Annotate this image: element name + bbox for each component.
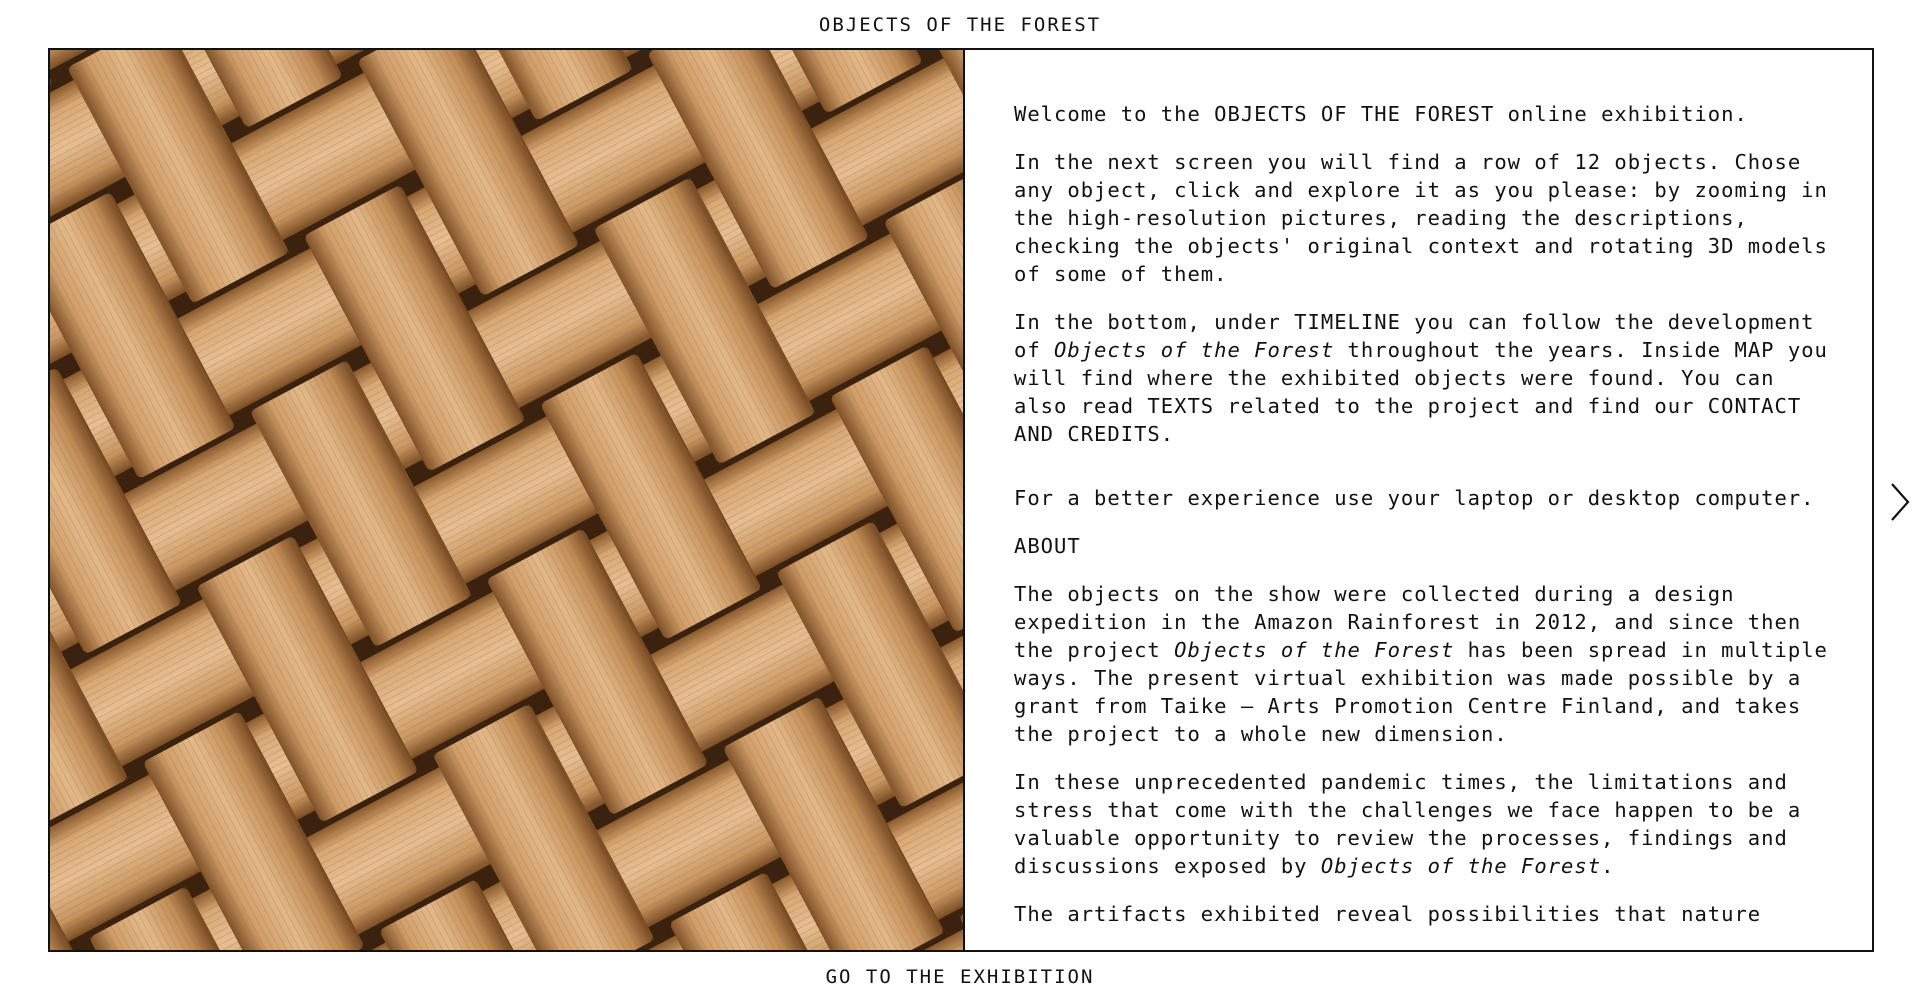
about-paragraph-2: In these unprecedented pandemic times, the limitations and stress that come with the challenges we face happen to be a valuable opportunity to review the processes, findings and discussions exposed by Objects of the Forest. (1014, 770, 1802, 878)
intro-frame (48, 48, 1874, 952)
header-bar (0, 0, 1920, 48)
go-to-exhibition-link[interactable]: GO TO THE EXHIBITION (825, 965, 1095, 988)
chevron-right-icon[interactable] (1886, 480, 1914, 524)
footer-bar (0, 952, 1920, 1001)
contact-credits-link[interactable]: CONTACT AND CREDITS (1014, 394, 1802, 446)
welcome-paragraph: Welcome to the OBJECTS OF THE FOREST online exhibition. (1014, 102, 1748, 126)
site-title[interactable]: OBJECTS OF THE FOREST (818, 14, 1102, 36)
intro-text-panel[interactable] (965, 50, 1872, 950)
about-paragraph-1: The objects on the show were collected during a design expedition in the Amazon Rainforest in 2012, and since then the project Objects of the Forest has been spread in multiple ways. The present virtual exhibition was made possible by a grant from Taike – Arts Promotion Centre Finland, and takes the project to a whole new dimension. (1014, 582, 1828, 746)
instructions-paragraph: In the next screen you will find a row of 12 objects. Chose any object, click and explore it as you please: by zooming in the high-resolution pictures, reading the descriptions, checking the objects' original context and rotating 3D models of some of them. (1014, 150, 1828, 286)
about-heading: ABOUT (1014, 534, 1081, 558)
timeline-paragraph: In the bottom, under TIMELINE you can follow the development of Objects of the Forest throughout the years. Inside MAP you will find where the exhibited objects were found. You can also read TEXTS related to the project and find our CONTACT AND CREDITS. (1014, 310, 1828, 446)
woven-palm-leaf-image (50, 50, 965, 950)
about-paragraph-3: The artifacts exhibited reveal possibilities that nature (1014, 902, 1762, 926)
woven-texture-svg (50, 50, 963, 950)
device-tip-paragraph: For a better experience use your laptop or desktop computer. (1014, 486, 1815, 510)
exhibition-name: OBJECTS OF THE FOREST (1214, 102, 1495, 126)
